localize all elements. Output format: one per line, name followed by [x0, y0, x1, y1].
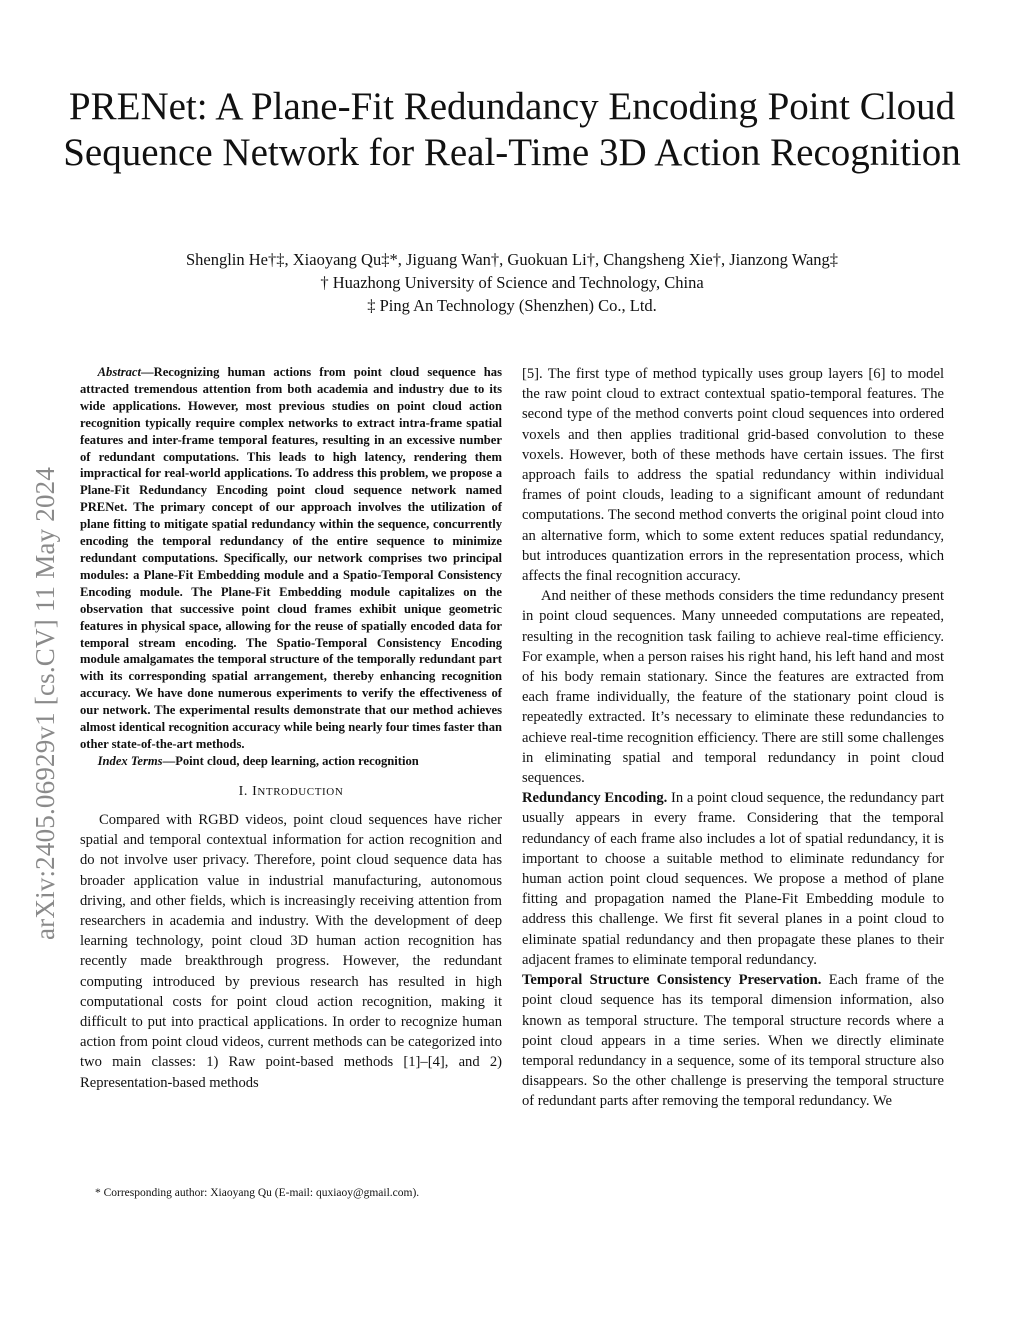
affiliation-ping-an: ‡ Ping An Technology (Shenzhen) Co., Ltd.: [367, 296, 657, 315]
left-column: [80, 364, 502, 1093]
index-terms-text: —Point cloud, deep learning, action recognition: [162, 753, 419, 768]
intro-paragraph-3: And neither of these methods considers the time redundancy present in point cloud sequences. Many unneeded computations are repeated, resulting in the recognition task failing to achieve real-time efficiency. For example, when a person raises his right hand, his left hand and most of his body remain stationary. Since the features are extracted from each frame individually, the feature of the stationary point cloud is repeatedly extracted. It’s necessary to eliminate these redundancies to achieve real-time recognition efficiency. There are still some challenges in eliminating spatial and temporal redundancy in point cloud sequences.: [522, 588, 944, 787]
abstract-label: Abstract: [97, 365, 142, 379]
redundancy-encoding-label: Redundancy Encoding.: [522, 790, 668, 807]
redundancy-encoding-paragraph: [522, 788, 944, 970]
intro-paragraph-1: Compared with RGBD videos, point cloud sequences have richer spatial and temporal contextual information for action recognition and do not involve user privacy. Therefore, point cloud sequence data has broader application value in industrial manufacturing, autonomous driving, and other fields, which is increasingly receiving attention from researchers in academia and industry. With the development of deep learning technology, point cloud 3D human action recognition has recently made breakthrough progress. However, the redundant computing introduced by previous research has resulted in high computational costs for point cloud action recognition, making it difficult to put into practical applications. In order to recognize human action from point cloud videos, current methods can be categorized into two main classes: 1) Raw point-based methods [1]–[4], and 2) Representation-based methods: [80, 811, 502, 1091]
section-title-rest: NTRODUCTION: [257, 785, 344, 798]
author-block: [60, 248, 964, 317]
section-number: I.: [238, 783, 253, 799]
abstract: [80, 364, 502, 753]
intro-paragraph-2: [5]. The first type of method typically uses group layers [6] to model the raw point cloud to extract contextual spatio-temporal features. The second type of the method converts point cloud sequences into ordered voxels and then applies traditional grid-based convolution to these voxels. However, both of these methods have certain issues. The first approach fails to address the spatial redundancy within individual frames of point clouds, leading to a significant amount of redundant computations. The second method converts the original point cloud into an alternative form, which to some extent reduces spatial redundancy, but introduces quantization errors in the representation process, which affects the final recognition accuracy.: [522, 366, 944, 585]
section-heading-introduction: [80, 782, 502, 802]
redundancy-encoding-text: In a point cloud sequence, the redundancy part usually appears in every frame. Considering that the temporal redundancy of each frame also includes a lot of spatial redundancy, it is important to choose a suitable method to eliminate redundancy for human action point cloud sequences. We propose a method of plane fitting and propagation named the Plane-Fit Embedding module to address this challenge. We first fit several planes in a point cloud to eliminate spatial redundancy and then propagate these planes to their adjacent frames to eliminate temporal redundancy.: [522, 790, 944, 968]
temporal-structure-text: Each frame of the point cloud sequence has its temporal dimension information, also known as temporal structure. The temporal structure records where a point cloud appears in a time series. When we directly eliminate temporal redundancy in a sequence, some of its temporal structure also disappears. So the other challenge is preserving the temporal structure of redundant parts after removing the temporal redundancy. We: [522, 972, 944, 1110]
right-column: [522, 364, 944, 1112]
temporal-structure-paragraph: [522, 970, 944, 1111]
corresponding-author-footnote: * Corresponding author: Xiaoyang Qu (E-mail: quxiaoy@gmail.com).: [94, 1187, 420, 1199]
paper-title: PRENet: A Plane-Fit Redundancy Encoding Point Cloud Sequence Network for Real-Time 3D Action Recognition: [63, 85, 961, 174]
abstract-text: —Recognizing human actions from point cloud sequence has attracted tremendous attention from both academia and industry due to its wide applications. However, most previous studies on point cloud action recognition typically require complex networks to extract intra-frame spatial features and inter-frame temporal features, resulting in an excessive number of redundant computations. This leads to high latency, rendering them impractical for real-world applications. To address this problem, we propose a Plane-Fit Redundancy Encoding point cloud sequence network named PRENet. The primary concept of our approach involves the utilization of plane fitting to mitigate spatial redundancy within the sequence, concurrently encoding the temporal redundancy of the entire sequence to minimize redundant computations. Specifically, our network comprises two principal modules: a Plane-Fit Embedding module and a Spatio-Temporal Consistency Encoding module. The Plane-Fit Embedding module capitalizes on the observation that successive point cloud frames exhibit unique geometric features in physical space, allowing for the reuse of spatially encoded data for temporal stream encoding. The Spatio-Temporal Consistency Encoding module amalgamates the temporal structure of the temporally redundant part with its corresponding spatial arrangement, thereby enhancing recognition accuracy. We have done numerous experiments to verify the effectiveness of our network. The experimental results demonstrate that our method achieves almost identical recognition accuracy while being nearly four times faster than other state-of-the-art methods.: [80, 365, 502, 751]
index-terms-label: Index Terms: [97, 753, 163, 768]
index-terms: [80, 753, 502, 770]
author-list: Shenglin He†‡, Xiaoyang Qu‡*, Jiguang Wan†, Guokuan Li†, Changsheng Xie†, Jianzong Wang‡: [185, 250, 839, 269]
temporal-structure-label: Temporal Structure Consistency Preservation.: [522, 972, 822, 989]
affiliation-huazhong: † Huazhong University of Science and Technology, China: [320, 273, 704, 292]
arxiv-watermark: arXiv:2405.06929v1 [cs.CV] 11 May 2024: [30, 466, 60, 940]
section-title-initial: I: [252, 783, 258, 799]
